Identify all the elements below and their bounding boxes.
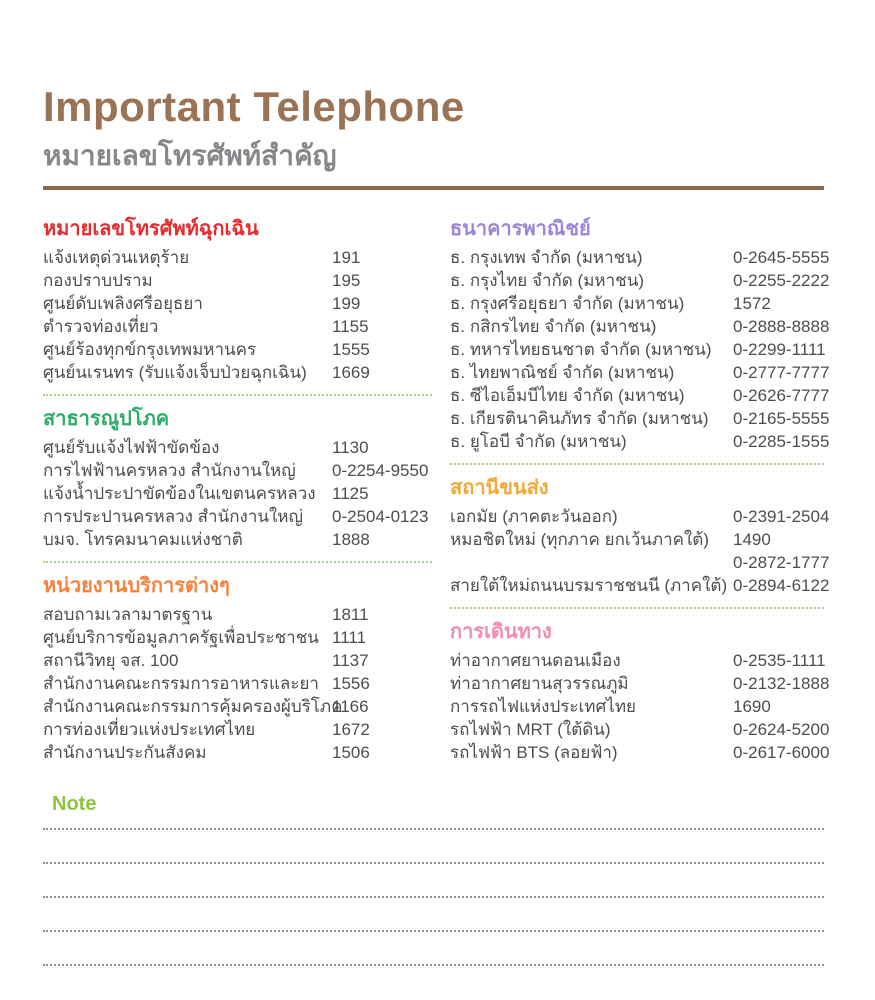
- phone-row-label: ศูนย์นเรนทร (รับแจ้งเจ็บป่วยฉุกเฉิน): [43, 363, 307, 382]
- phone-row-number: 191: [332, 248, 361, 267]
- phone-row-label: กองปราบปราม: [43, 271, 153, 290]
- phone-row: [450, 574, 830, 597]
- phone-row: [43, 718, 432, 741]
- phone-row-number: 0-2504-0123: [332, 507, 429, 526]
- phone-row: [450, 407, 830, 430]
- note-line: [43, 830, 824, 864]
- section-title-utilities: สาธารณูปโภค: [43, 408, 170, 430]
- phone-row-label: เอกมัย (ภาคตะวันออก): [450, 507, 618, 526]
- phone-row-label: ศูนย์ร้องทุกข์กรุงเทพมหานคร: [43, 340, 257, 359]
- phone-directory: [43, 216, 830, 764]
- section-title-banks: ธนาคารพาณิชย์: [450, 218, 591, 240]
- phone-row-number: 0-2645-5555: [733, 248, 830, 267]
- page: [0, 84, 875, 1000]
- phone-row-number: 1111: [332, 628, 367, 647]
- phone-row-label: ธ. ไทยพาณิชย์ จำกัด (มหาชน): [450, 363, 675, 382]
- phone-row: [450, 315, 830, 338]
- page-subtitle: หมายเลขโทรศัพท์สำคัญ: [43, 140, 337, 171]
- phone-row: [43, 315, 432, 338]
- phone-row-label: ธ. ซีไอเอ็มบีไทย จำกัด (มหาชน): [450, 386, 685, 405]
- phone-row: [450, 695, 824, 718]
- phone-row-label: การรถไฟแห่งประเทศไทย: [450, 697, 637, 716]
- section-title-travel: การเดินทาง: [450, 621, 552, 643]
- phone-row-number: 1690: [733, 697, 771, 716]
- phone-row: [450, 718, 830, 741]
- phone-row: [43, 741, 432, 764]
- phone-row-label: ธ. กสิกรไทย จำกัด (มหาชน): [450, 317, 657, 336]
- phone-row-number: 1555: [332, 340, 370, 359]
- phone-row-number: 0-2535-1111: [733, 651, 826, 670]
- phone-row-label: สำนักงานคณะกรรมการคุ้มครองผู้บริโภค: [43, 697, 343, 716]
- phone-row: [450, 361, 830, 384]
- column-right: [450, 216, 830, 764]
- section-emergency: [43, 216, 432, 396]
- phone-row: [43, 436, 432, 459]
- phone-row: [450, 672, 830, 695]
- section-services: [43, 573, 432, 764]
- phone-row-number: 0-2626-7777: [733, 386, 830, 405]
- phone-row-label: [450, 551, 733, 574]
- phone-row-number: 1125: [332, 484, 369, 503]
- phone-row: [450, 338, 824, 361]
- section-bus-terminals: [450, 475, 830, 609]
- phone-row-number: 0-2255-2222: [733, 271, 830, 290]
- phone-row: [43, 361, 432, 384]
- page-title: Important Telephone: [43, 83, 465, 130]
- phone-row-number: 195: [332, 271, 361, 290]
- phone-row-number: 0-2777-7777: [733, 363, 830, 382]
- phone-row-number: 0-2165-5555: [733, 409, 830, 428]
- phone-row: [43, 505, 432, 528]
- phone-row-label: หมอชิตใหม่ (ทุกภาค ยกเว้นภาคใต้): [450, 530, 710, 549]
- phone-row: [450, 741, 830, 764]
- phone-row: [43, 338, 432, 361]
- phone-row-number: 199: [332, 294, 361, 313]
- phone-row-number: 1572: [733, 294, 771, 313]
- section-title-emergency: หมายเลขโทรศัพท์ฉุกเฉิน: [43, 218, 259, 240]
- phone-row: [43, 292, 432, 315]
- phone-row-label: ธ. กรุงไทย จำกัด (มหาชน): [450, 271, 644, 290]
- phone-row-number: 0-2617-6000: [733, 743, 830, 762]
- phone-row-number: 1155: [332, 317, 369, 336]
- phone-row-number: 0-2888-8888: [733, 317, 830, 336]
- phone-row-number: 1506: [332, 743, 370, 762]
- header-rule: [43, 186, 824, 190]
- phone-row-label: ธ. ยูโอบี จำกัด (มหาชน): [450, 432, 627, 451]
- phone-row-label: ธ. กรุงศรีอยุธยา จำกัด (มหาชน): [450, 294, 685, 313]
- phone-row: [450, 269, 830, 292]
- phone-row-number: 1137: [332, 651, 369, 670]
- note-area: [43, 792, 824, 966]
- phone-row-number: 0-2285-1555: [733, 432, 830, 451]
- phone-row-number: 0-2391-2504: [733, 507, 830, 526]
- phone-row-label: การประปานครหลวง สำนักงานใหญ่: [43, 507, 303, 526]
- phone-row-label: ธ. เกียรตินาคินภัทร จำกัด (มหาชน): [450, 409, 709, 428]
- note-line: [43, 816, 824, 830]
- phone-row-number: 1888: [332, 530, 370, 549]
- phone-row-label: สถานีวิทยุ จส. 100: [43, 651, 179, 670]
- phone-row: [43, 672, 432, 695]
- phone-row: [43, 482, 432, 505]
- section-title-bus-terminals: สถานีขนส่ง: [450, 477, 549, 499]
- note-line: [43, 932, 824, 966]
- phone-row: [450, 292, 824, 315]
- phone-row: [450, 505, 830, 528]
- phone-row: [43, 695, 432, 718]
- note-lines: [43, 816, 824, 966]
- phone-row-number: 1811: [332, 605, 369, 624]
- section-banks: [450, 216, 830, 465]
- phone-row-number: 0-2872-1777: [733, 553, 830, 572]
- note-title: Note: [52, 793, 97, 815]
- phone-row: [43, 603, 432, 626]
- phone-row: [43, 649, 432, 672]
- phone-row-label: ท่าอากาศยานดอนเมือง: [450, 651, 621, 670]
- phone-row-label: รถไฟฟ้า BTS (ลอยฟ้า): [450, 743, 618, 762]
- column-left: [43, 216, 432, 764]
- phone-row-label: ศูนย์ดับเพลิงศรีอยุธยา: [43, 294, 203, 313]
- phone-row: [450, 551, 830, 574]
- phone-row: [450, 528, 824, 551]
- phone-row-number: 1556: [332, 674, 370, 693]
- phone-row-label: สำนักงานคณะกรรมการอาหารและยา: [43, 674, 319, 693]
- phone-row-label: ศูนย์รับแจ้งไฟฟ้าขัดข้อง: [43, 438, 220, 457]
- phone-row-label: ตำรวจท่องเที่ยว: [43, 317, 159, 336]
- phone-row: [450, 430, 830, 453]
- phone-row: [43, 459, 432, 482]
- phone-row-label: บมจ. โทรคมนาคมแห่งชาติ: [43, 530, 243, 549]
- phone-row-label: แจ้งน้ำประปาขัดข้องในเขตนครหลวง: [43, 484, 316, 503]
- phone-row-number: 1166: [332, 697, 369, 716]
- phone-row-label: สายใต้ใหม่ถนนบรมราชชนนี (ภาคใต้): [450, 576, 728, 595]
- section-travel: [450, 619, 830, 764]
- phone-row-number: 0-2254-9550: [332, 461, 429, 480]
- phone-row-label: การไฟฟ้านครหลวง สำนักงานใหญ่: [43, 461, 296, 480]
- phone-row: [450, 384, 830, 407]
- phone-row-label: สำนักงานประกันสังคม: [43, 743, 207, 762]
- phone-row: [43, 626, 432, 649]
- phone-row-number: 0-2132-1888: [733, 674, 830, 693]
- phone-row-number: 1490: [733, 530, 771, 549]
- phone-row-number: 0-2624-5200: [733, 720, 830, 739]
- phone-row-label: รถไฟฟ้า MRT (ใต้ดิน): [450, 720, 611, 739]
- phone-row-label: แจ้งเหตุด่วนเหตุร้าย: [43, 248, 190, 267]
- section-title-services: หน่วยงานบริการต่างๆ: [43, 575, 230, 597]
- phone-row-number: 1130: [332, 438, 369, 457]
- phone-row-label: ท่าอากาศยานสุวรรณภูมิ: [450, 674, 629, 693]
- phone-row-number: 1672: [332, 720, 370, 739]
- phone-row: [43, 528, 432, 551]
- phone-row-label: ธ. ทหารไทยธนชาต จำกัด (มหาชน): [450, 340, 712, 359]
- phone-row-number: 0-2299-1111: [733, 340, 826, 359]
- section-utilities: [43, 406, 432, 563]
- phone-row-label: ธ. กรุงเทพ จำกัด (มหาชน): [450, 248, 643, 267]
- note-line: [43, 864, 824, 898]
- phone-row-label: ศูนย์บริการข้อมูลภาครัฐเพื่อประชาชน: [43, 628, 319, 647]
- phone-row-label: การท่องเที่ยวแห่งประเทศไทย: [43, 720, 256, 739]
- phone-row: [43, 269, 432, 292]
- phone-row-number: 0-2894-6122: [733, 576, 830, 595]
- phone-row-label: สอบถามเวลามาตรฐาน: [43, 605, 213, 624]
- phone-row: [450, 246, 830, 269]
- phone-row: [450, 649, 824, 672]
- phone-row-number: 1669: [332, 363, 370, 382]
- phone-row: [43, 246, 432, 269]
- note-line: [43, 898, 824, 932]
